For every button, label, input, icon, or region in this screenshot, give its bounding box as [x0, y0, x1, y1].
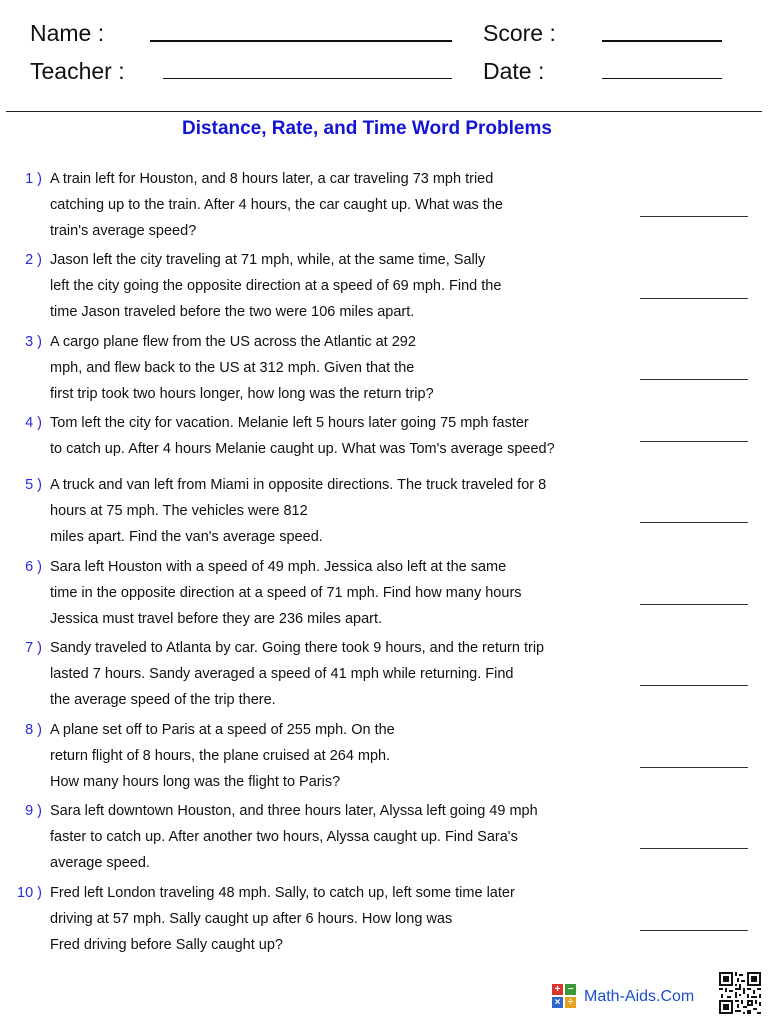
teacher-label: Teacher :: [30, 58, 125, 84]
problem-line: Sandy traveled to Atlanta by car. Going there took 9 hours, and the return trip: [50, 640, 545, 656]
problem-line: A cargo plane flew from the US across the Atlantic at 292: [50, 334, 416, 350]
name-label: Name :: [30, 20, 105, 46]
problem-line: train's average speed?: [50, 223, 197, 239]
problem-number: 10 ): [17, 885, 42, 901]
problem-line: hours at 75 mph. The vehicles were 812: [50, 503, 308, 519]
answer-blank[interactable]: [640, 848, 748, 849]
problem-line: Sara left downtown Houston, and three hours later, Alyssa left going 49 mph: [50, 803, 538, 819]
problem-line: Fred driving before Sally caught up?: [50, 937, 283, 953]
problem-line: How many hours long was the flight to Paris?: [50, 774, 341, 790]
problem-line: return flight of 8 hours, the plane cruised at 264 mph.: [50, 748, 391, 764]
problem-text: [50, 472, 546, 550]
answer-blank[interactable]: [640, 441, 748, 442]
problem-text: [50, 410, 555, 462]
problem-number: 1 ): [25, 171, 42, 187]
problem-text: [50, 635, 544, 713]
problem-line: A truck and van left from Miami in opposite directions. The truck traveled for 8: [50, 477, 547, 493]
problem-text: [50, 554, 522, 632]
problem-number: 7 ): [25, 640, 42, 656]
answer-blank[interactable]: [640, 298, 748, 299]
answer-blank[interactable]: [640, 379, 748, 380]
problem-number: 8 ): [25, 722, 42, 738]
problem-line: to catch up. After 4 hours Melanie caught up. What was Tom's average speed?: [50, 441, 555, 457]
problem-line: miles apart. Find the van's average speed.: [50, 529, 323, 545]
problem-line: Tom left the city for vacation. Melanie left 5 hours later going 75 mph faster: [50, 415, 529, 431]
answer-blank[interactable]: [640, 522, 748, 523]
score-field[interactable]: [602, 40, 722, 42]
problem-line: Jessica must travel before they are 236 miles apart.: [50, 611, 383, 627]
problem-number: 3 ): [25, 334, 42, 350]
problem-line: driving at 57 mph. Sally caught up after 6 hours. How long was: [50, 911, 453, 927]
problem-line: lasted 7 hours. Sandy averaged a speed of 41 mph while returning. Find: [50, 666, 514, 682]
problem-line: mph, and flew back to the US at 312 mph. Given that the: [50, 360, 415, 376]
problem-text: [50, 717, 395, 795]
problem-number: 2 ): [25, 252, 42, 268]
problem-line: Fred left London traveling 48 mph. Sally, to catch up, left some time later: [50, 885, 515, 901]
teacher-field[interactable]: [163, 78, 452, 79]
problem-number: 4 ): [25, 415, 42, 431]
problem-text: [50, 798, 538, 876]
problem-number: 6 ): [25, 559, 42, 575]
problem-line: left the city going the opposite direction at a speed of 69 mph. Find the: [50, 278, 502, 294]
answer-blank[interactable]: [640, 767, 748, 768]
problem-line: A plane set off to Paris at a speed of 255 mph. On the: [50, 722, 395, 738]
problem-line: first trip took two hours longer, how long was the return trip?: [50, 386, 434, 402]
problem-text: [50, 329, 434, 407]
problem-line: A train left for Houston, and 8 hours later, a car traveling 73 mph tried: [50, 171, 494, 187]
header-divider: [6, 111, 762, 112]
answer-blank[interactable]: [640, 216, 748, 217]
problem-line: time Jason traveled before the two were 106 miles apart.: [50, 304, 415, 320]
score-label: Score :: [483, 20, 556, 46]
calculator-logo-icon: + − × ÷: [552, 984, 576, 1008]
name-field[interactable]: [150, 40, 452, 42]
problem-line: catching up to the train. After 4 hours, the car caught up. What was the: [50, 197, 503, 213]
problem-line: Jason left the city traveling at 71 mph, while, at the same time, Sally: [50, 252, 486, 268]
answer-blank[interactable]: [640, 685, 748, 686]
problem-text: [50, 166, 503, 244]
brand-link[interactable]: Math-Aids.Com: [584, 988, 695, 1005]
problem-line: the average speed of the trip there.: [50, 692, 276, 708]
problem-number: 9 ): [25, 803, 42, 819]
problem-line: Sara left Houston with a speed of 49 mph. Jessica also left at the same: [50, 559, 507, 575]
qr-code-icon: [719, 972, 761, 1014]
worksheet-title: Distance, Rate, and Time Word Problems: [182, 118, 552, 139]
problem-line: average speed.: [50, 855, 150, 871]
problem-line: time in the opposite direction at a speed of 71 mph. Find how many hours: [50, 585, 522, 601]
answer-blank[interactable]: [640, 930, 748, 931]
problem-number: 5 ): [25, 477, 42, 493]
date-label: Date :: [483, 58, 545, 84]
date-field[interactable]: [602, 78, 722, 79]
problem-text: [50, 247, 501, 325]
problem-text: [50, 880, 515, 958]
answer-blank[interactable]: [640, 604, 748, 605]
problem-line: faster to catch up. After another two hours, Alyssa caught up. Find Sara's: [50, 829, 518, 845]
